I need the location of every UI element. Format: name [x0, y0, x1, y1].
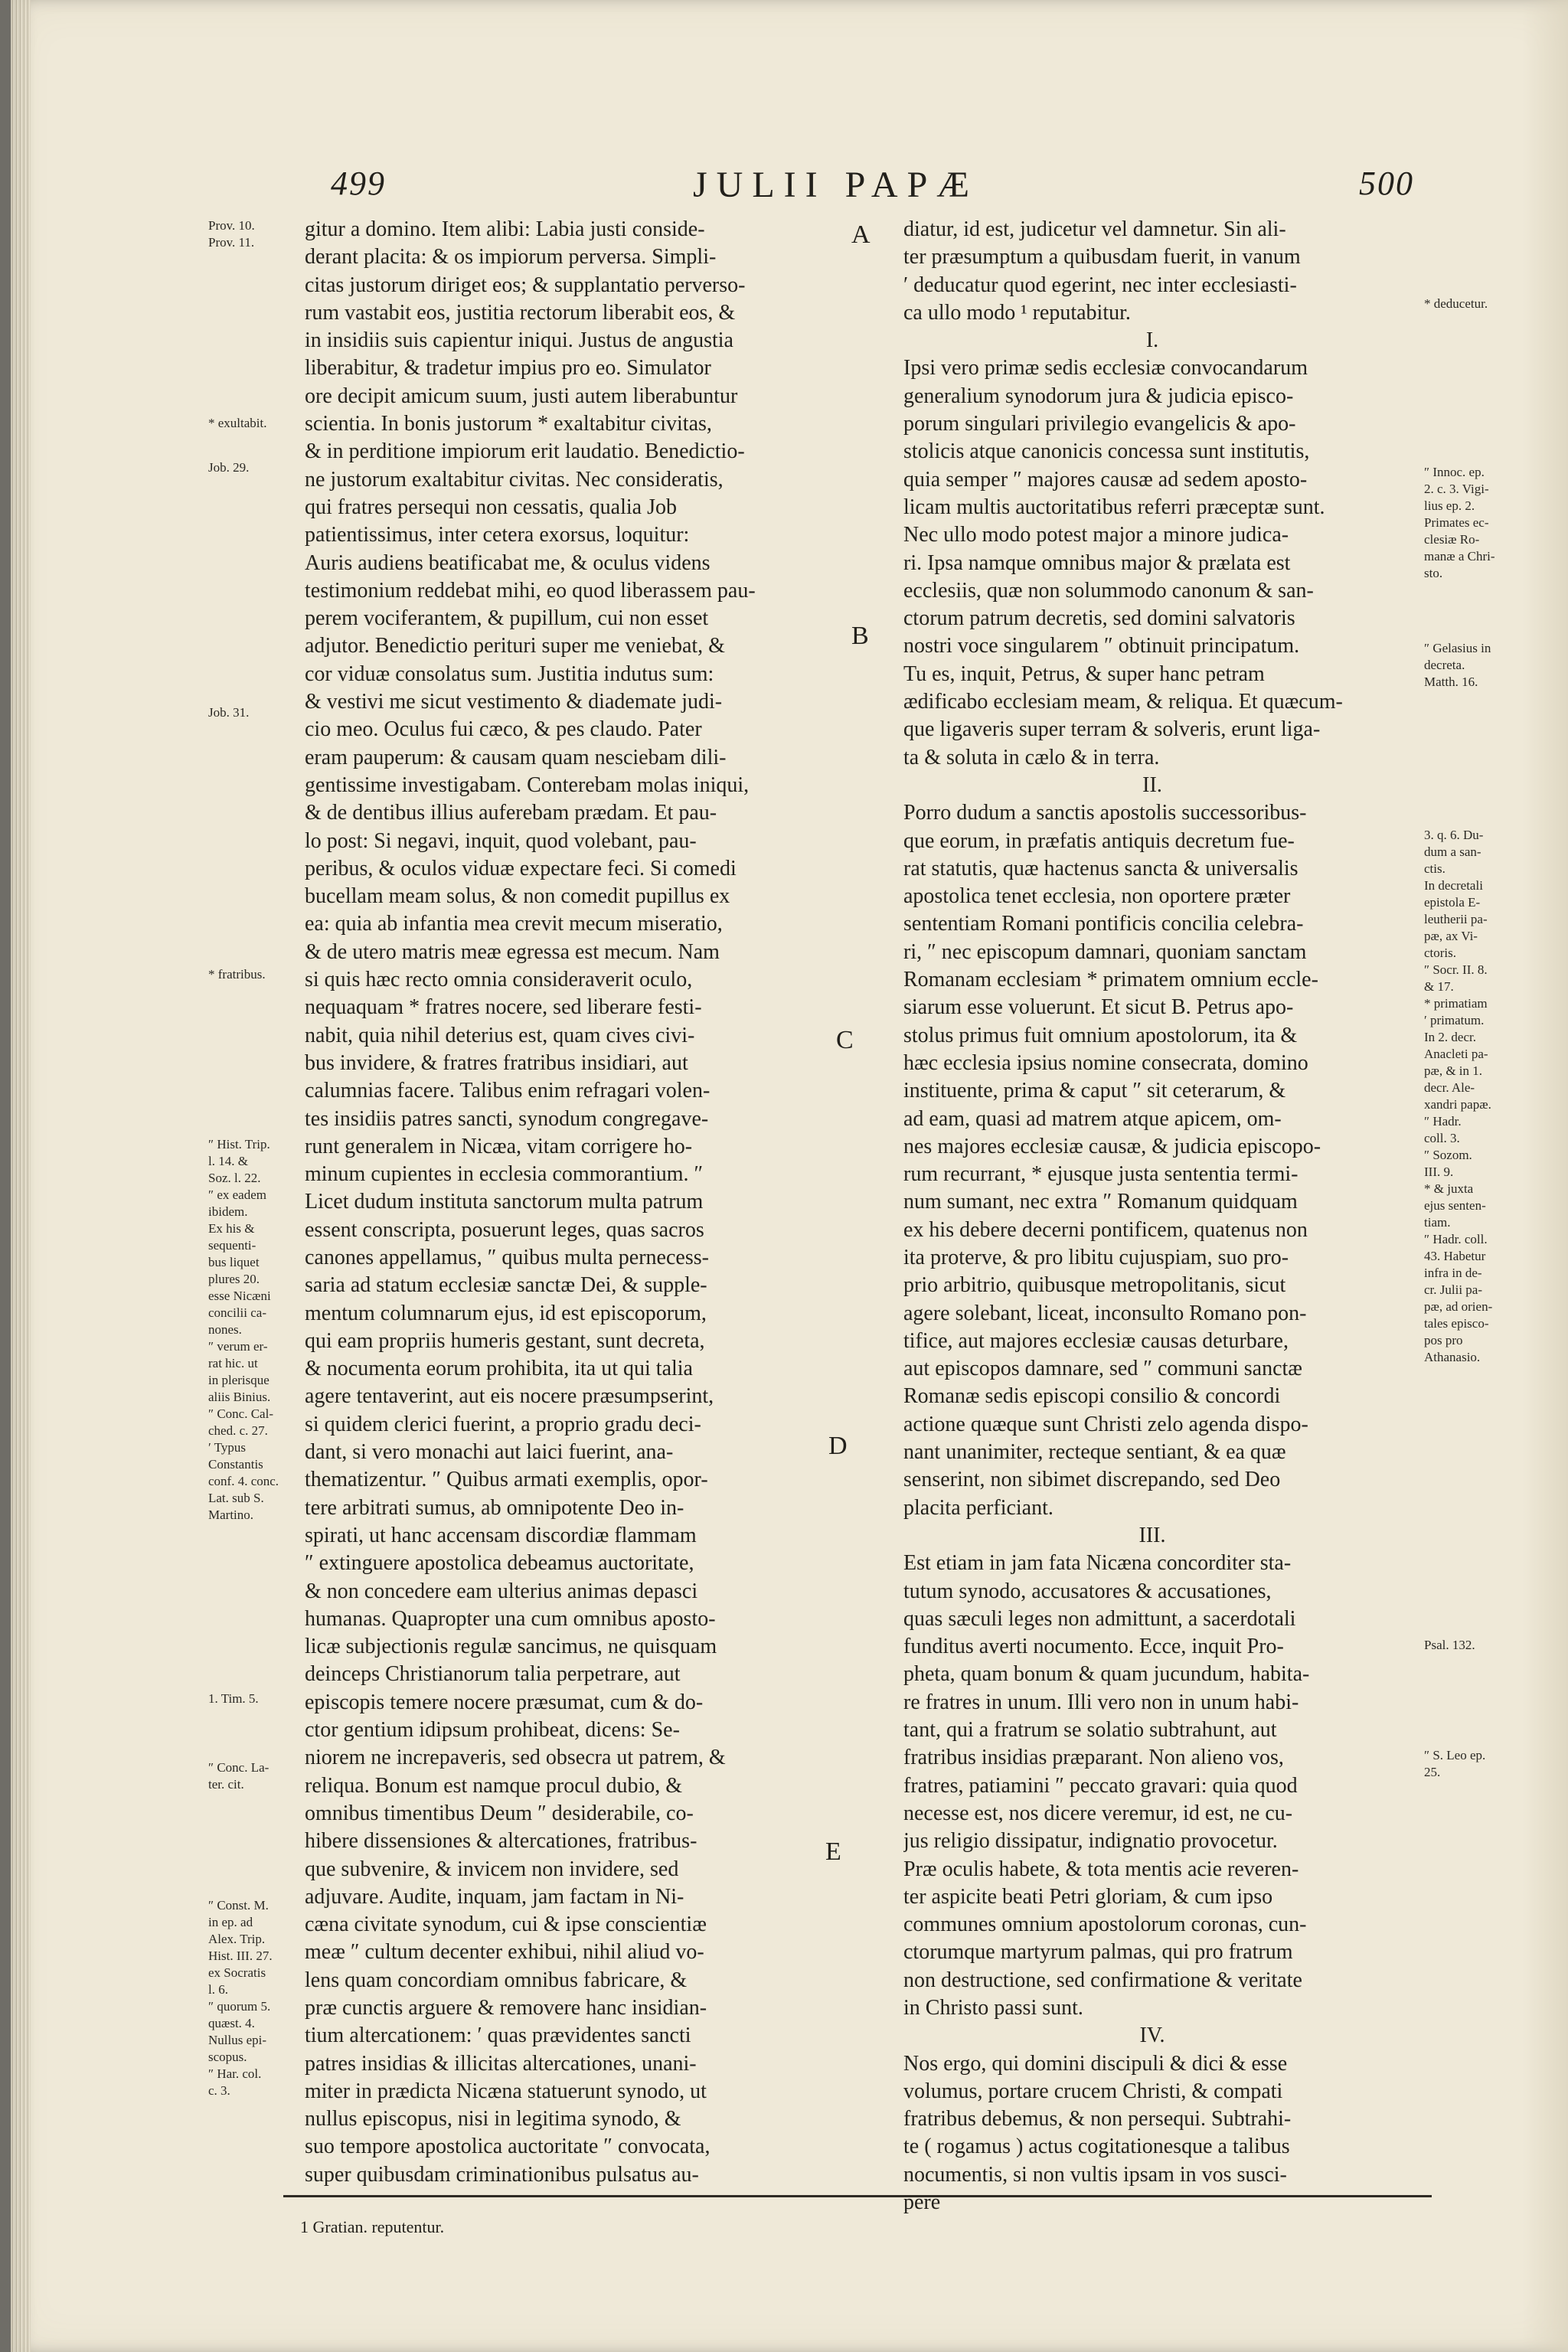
margin-note-line: clesiæ Ro- [1424, 532, 1480, 547]
text-line: nocumentis, si non vultis ipsam in vos susci- [903, 2162, 1287, 2187]
text-line: testimonium reddebat mihi, eo quod liberassem pau- [305, 578, 756, 603]
text-line: tere arbitrati sumus, ab omnipotente Deo in- [305, 1495, 684, 1520]
text-line: meæ ″ cultum decenter exhibui, nihil aliud vo- [305, 1940, 704, 1965]
margin-note-line: * fratribus. [208, 967, 266, 982]
text-line: stolicis atque canonicis concessa sunt institutis, [903, 439, 1310, 464]
margin-note-line: rat hic. ut [208, 1356, 258, 1370]
text-line: Nos ergo, qui domini discipuli & dici & esse [903, 2051, 1288, 2076]
margin-note-line: ″ Sozom. [1424, 1148, 1472, 1162]
text-line: senserint, non sibimet discrepando, sed Deo [903, 1468, 1281, 1492]
text-line: ctorum patrum decretis, sed domini salvatoris [903, 606, 1295, 631]
text-line: licæ subjectionis regulæ sancimus, ne quisquam [305, 1635, 717, 1659]
text-line: suo tempore apostolica auctoritate ″ convocata, [305, 2135, 710, 2159]
footnote: 1 Gratian. reputentur. [300, 2217, 445, 2236]
text-line: & de utero matris meæ egressa est mecum. Nam [305, 939, 720, 964]
text-line: omnibus timentibus Deum ″ desiderabile, co- [305, 1801, 694, 1825]
text-line: si quidem clerici fuerint, a proprio gradu deci- [305, 1412, 701, 1436]
text-line: adjutor. Benedictio perituri super me veniebat, & [305, 634, 725, 658]
text-line: & non concedere eam ulterius animas depasci [305, 1579, 698, 1603]
text-line: necesse est, nos dicere veremur, id est, ne cu- [903, 1801, 1293, 1825]
text-line: miter in prædicta Nicæna statuerunt synodo, ut [305, 2079, 707, 2103]
margin-note-line: pæ, ad orien- [1424, 1299, 1493, 1314]
text-line: quas sæculi leges non admittunt, a sacerdotali [903, 1606, 1296, 1631]
margin-note-line: * primatiam [1424, 996, 1488, 1011]
margin-note [208, 704, 249, 721]
margin-note-line: III. 9. [1424, 1165, 1454, 1179]
text-line: nabit, quia nihil deterius est, quam cives civi- [305, 1023, 695, 1047]
text-line: essent conscripta, posuerunt leges, quas sacros [305, 1217, 704, 1242]
margin-note-line: ″ S. Leo ep. [1424, 1748, 1486, 1762]
margin-note-line: Lat. sub S. [208, 1491, 264, 1505]
margin-note-line: Constantis [208, 1457, 263, 1472]
margin-note-line: decreta. [1424, 658, 1465, 672]
margin-note [208, 966, 266, 983]
text-line: volumus, portare crucem Christi, & compati [903, 2079, 1283, 2103]
margin-note-line: tiam. [1424, 1215, 1451, 1230]
margin-note-line: Primates ec- [1424, 515, 1489, 530]
text-line: ex his debere decerni pontificem, quatenus non [903, 1217, 1308, 1242]
text-line: que subvenire, & invicem non invidere, sed [305, 1857, 679, 1881]
margin-note-line: ″ Hadr. coll. [1424, 1232, 1488, 1246]
text-line: & nocumenta eorum prohibita, ita ut qui talia [305, 1357, 693, 1381]
margin-note-line: * exultabit. [208, 416, 267, 430]
margin-note-line: 25. [1424, 1765, 1441, 1779]
margin-note-line: ched. c. 27. [208, 1423, 268, 1438]
text-line: si quis hæc recto omnia consideraverit oculo, [305, 968, 693, 992]
text-line: rat statutis, quæ hactenus sancta & universalis [903, 856, 1298, 880]
text-line: qui eam propriis humeris gestant, sunt decreta, [305, 1328, 705, 1353]
margin-note-line: ″ Innoc. ep. [1424, 465, 1485, 479]
text-line: quia semper ″ majores causæ ad sedem aposto- [903, 467, 1308, 492]
footnote-rule [283, 2195, 1432, 2197]
margin-note-line: nones. [208, 1322, 242, 1337]
text-line: diatur, id est, judicetur vel damnetur. Sin ali- [903, 217, 1286, 241]
text-line: IV. [1139, 2024, 1165, 2048]
margin-note-line: infra in de- [1424, 1266, 1482, 1280]
margin-note [208, 415, 266, 432]
margin-note-line: plures 20. [208, 1272, 260, 1286]
text-line: fratribus insidias præparant. Non alieno vos, [903, 1746, 1284, 1770]
text-line: ita proterve, & pro libitu cujuspiam, suo pro- [903, 1245, 1289, 1269]
margin-note-line: conf. 4. conc. [208, 1474, 279, 1488]
text-line: II. [1142, 773, 1162, 797]
margin-note [1424, 827, 1492, 1366]
text-line: gitur a domino. Item alibi: Labia justi conside- [305, 217, 705, 241]
text-line: nequaquam * fratres nocere, sed liberare festi- [305, 995, 702, 1020]
margin-note-line: pæ, & in 1. [1424, 1063, 1483, 1078]
text-line: Ipsi vero primæ sedis ecclesiæ convocandarum [903, 356, 1308, 381]
text-line: ri. Ipsa namque omnibus major & prælata est [903, 550, 1291, 575]
right-text-column [903, 216, 1401, 2216]
left-text-column [305, 216, 810, 2189]
margin-note-line: in ep. ad [208, 1915, 253, 1929]
text-line: nostri voce singularem ″ obtinuit principatum. [903, 634, 1300, 658]
text-line: ad eam, quasi ad matrem atque apicem, om- [903, 1106, 1282, 1131]
text-line: in Christo passi sunt. [903, 1996, 1083, 2020]
text-line: te ( rogamus ) actus cogitationesque a talibus [903, 2135, 1290, 2159]
margin-note-line: In 2. decr. [1424, 1030, 1476, 1044]
margin-note-line: Hist. III. 27. [208, 1949, 273, 1963]
margin-note-line: epistola E- [1424, 895, 1481, 910]
margin-note-line: c. 3. [208, 2083, 230, 2098]
margin-note-line: Matth. 16. [1424, 675, 1478, 689]
text-line: agere solebant, liceat, inconsulto Romano pon- [903, 1301, 1307, 1325]
text-line: patientissimus, inter cetera exorsus, loquitur: [305, 523, 690, 547]
margin-note-line: ′ Typus [208, 1440, 246, 1455]
text-line: cæna civitate synodum, cui & ipse conscientiæ [305, 1913, 707, 1937]
margin-note-line: Job. 31. [208, 705, 250, 720]
text-line: ne justorum exaltabitur civitas. Nec consideratis, [305, 467, 724, 492]
text-line: spirati, ut hanc accensam discordiæ flammam [305, 1523, 697, 1547]
text-line: tutum synodo, accusatores & accusationes, [903, 1579, 1272, 1603]
text-line: ′ deducatur quod egerint, nec inter ecclesiasti- [903, 273, 1297, 297]
margin-note-line: quæst. 4. [208, 2016, 255, 2030]
text-line: stolus primus fuit omnium apostolorum, ita & [903, 1023, 1298, 1047]
margin-note-line: ″ Hadr. [1424, 1114, 1462, 1129]
text-line: tant, qui a fratrum se solatio subtrahunt, aut [903, 1718, 1277, 1743]
margin-note-line: ctoris. [1424, 946, 1457, 960]
text-line: nes majores ecclesiæ causæ, & judicia episcopo- [903, 1134, 1321, 1158]
text-line: & in perditione impiorum erit laudatio. Benedictio- [305, 439, 745, 464]
text-line: num sumant, nec extra ″ Romanum quidquam [903, 1190, 1298, 1214]
margin-note-line: pos pro [1424, 1333, 1463, 1348]
text-line: & de dentibus illius auferebam prædam. Et pau- [305, 801, 717, 825]
margin-note-line: 2. c. 3. Vigi- [1424, 482, 1489, 496]
margin-note [208, 459, 249, 476]
margin-note-line: ″ quorum 5. [208, 1999, 271, 2014]
text-line: non destructione, sed confirmatione & veritate [903, 1968, 1302, 1992]
margin-note-line: ex Socratis [208, 1965, 266, 1980]
margin-note [1424, 1747, 1485, 1781]
margin-note-line: * & juxta [1424, 1181, 1474, 1196]
margin-note-line: cr. Julii pa- [1424, 1282, 1483, 1297]
text-line: communes omnium apostolorum coronas, cun- [903, 1913, 1307, 1937]
margin-note-line: l. 14. & [208, 1154, 248, 1168]
text-line: dant, si vero monachi aut laici fuerint, ana- [305, 1440, 674, 1465]
text-line: placita perficiant. [903, 1495, 1054, 1520]
margin-note-line: ″ Har. col. [208, 2066, 262, 2081]
text-line: lens quam concordiam omnibus fabricare, & [305, 1968, 688, 1992]
text-line: pheta, quam bonum & quam jucundum, habita- [903, 1662, 1310, 1687]
text-line: aut episcopos damnare, sed ″ communi sanctæ [903, 1357, 1302, 1381]
margin-note-line: dum a san- [1424, 844, 1481, 859]
margin-note [1424, 464, 1495, 582]
text-line: Auris audiens beatificabat me, & oculus videns [305, 550, 710, 575]
text-line: tifice, aut majores ecclesiæ causas deturbare, [903, 1328, 1289, 1353]
margin-note [208, 217, 255, 251]
text-line: lo post: Si negavi, inquit, quod volebant, pau- [305, 828, 697, 853]
margin-note-line: lius ep. 2. [1424, 498, 1475, 513]
text-line: cor viduæ consolatus sum. Justitia indutus sum: [305, 662, 714, 686]
margin-note-line: 43. Habetur [1424, 1249, 1486, 1263]
text-line: runt generalem in Nicæa, vitam corrigere ho- [305, 1134, 693, 1158]
margin-note-line: Soz. l. 22. [208, 1171, 261, 1185]
margin-note-line: ″ ex eadem [208, 1187, 266, 1202]
text-line: Est etiam in jam fata Nicæna concorditer sta- [903, 1551, 1292, 1576]
text-line: ″ extinguere apostolica debeamus auctoritate, [305, 1551, 694, 1576]
text-line: prio arbitrio, quibusque metropolitanis, sicut [903, 1273, 1286, 1298]
text-line: adjuvare. Audite, inquam, jam factam in Ni- [305, 1884, 684, 1909]
text-line: actione quæque sunt Christi zelo agenda dispo- [903, 1412, 1308, 1436]
text-line: nant unanimiter, recteque sentiant, & ea quæ [903, 1440, 1286, 1465]
margin-note-line: manæ a Chri- [1424, 549, 1495, 564]
text-line: Tu es, inquit, Petrus, & super hanc petram [903, 662, 1265, 686]
text-line: fratres, patiamini ″ peccato gravari: quia quod [903, 1773, 1298, 1798]
page-number-left: 499 [331, 165, 386, 202]
text-line: re fratres in unum. Illi vero non in unum habi- [903, 1690, 1299, 1714]
text-line: thematizentur. ″ Quibus armati exemplis, opor- [305, 1468, 708, 1492]
section-letter-d: D [828, 1432, 848, 1460]
text-line: que ligaveris super terram & solveris, erunt liga- [903, 717, 1321, 742]
margin-note-line: Anacleti pa- [1424, 1047, 1488, 1061]
text-line: ter præsumptum a quibusdam fuerit, in vanum [903, 245, 1301, 270]
margin-note-line: sequenti- [208, 1238, 256, 1253]
margin-note [1424, 1637, 1475, 1654]
text-line: generalium synodorum jura & judicia episco- [903, 384, 1294, 408]
text-line: patres insidias & illicitas altercationes, unani- [305, 2051, 697, 2076]
margin-note-line: esse Nicæni [208, 1289, 271, 1303]
margin-note-line: 3. q. 6. Du- [1424, 828, 1484, 842]
margin-note-line: Athanasio. [1424, 1350, 1481, 1364]
text-line: tium altercationem: ′ quas prævidentes sancti [305, 2024, 691, 2048]
margin-note-line: 1. Tim. 5. [208, 1691, 259, 1706]
text-line: saria ad statum ecclesiæ sanctæ Dei, & supple- [305, 1273, 707, 1298]
text-line: instituente, prima & caput ″ sit ceterarum, & [903, 1079, 1286, 1103]
margin-note-line: in plerisque [208, 1373, 270, 1387]
text-line: hibere dissensiones & altercationes, fratribus- [305, 1829, 697, 1854]
text-line: super quibusdam criminationibus pulsatus au- [305, 2162, 699, 2187]
margin-note-line: ′ primatum. [1424, 1013, 1485, 1027]
margin-note-line: Job. 29. [208, 460, 250, 475]
margin-note-line: sto. [1424, 566, 1443, 580]
text-line: canones appellamus, ″ quibus multa pernecess- [305, 1245, 709, 1269]
text-line: bus invidere, & fratres fratribus insidiari, aut [305, 1050, 688, 1075]
text-line: ecclesiis, quæ non solummodo canonum & san- [903, 578, 1314, 603]
margin-note [1424, 296, 1488, 312]
text-line: licam multis auctoritatibus referri præceptæ sunt. [903, 495, 1325, 519]
margin-note-line: ibidem. [208, 1204, 248, 1219]
margin-note-line: Psal. 132. [1424, 1638, 1475, 1652]
margin-note-line: ″ Socr. II. 8. [1424, 962, 1488, 977]
running-title: JULII PAPÆ [693, 165, 978, 205]
text-line: rum recurrant, * ejusque justa sententia termi- [903, 1162, 1298, 1187]
text-line: III. [1138, 1523, 1166, 1547]
text-line: Porro dudum a sanctis apostolis successoribus- [903, 801, 1307, 825]
margin-note [208, 1897, 273, 2099]
margin-note-line: * deducetur. [1424, 296, 1488, 311]
text-line: siarum esse voluerunt. Et sicut B. Petrus apo- [903, 995, 1294, 1020]
text-line: & vestivi me sicut vestimento & diademate judi- [305, 690, 723, 714]
text-line: Præ oculis habete, & tota mentis acie reveren- [903, 1857, 1299, 1881]
text-line: ædificabo ecclesiam meam, & reliqua. Et quæcum- [903, 690, 1343, 714]
text-line: ore decipit amicum suum, justi autem liberabuntur [305, 384, 738, 408]
text-line: præ cunctis arguere & removere hanc insidian- [305, 1996, 707, 2020]
text-line: scientia. In bonis justorum * exaltabitur civitas, [305, 412, 712, 436]
text-line: gentissime investigabam. Conterebam molas iniqui, [305, 773, 750, 797]
margin-note-line: coll. 3. [1424, 1131, 1460, 1145]
text-line: ctorumque martyrum palmas, qui pro fratrum [903, 1940, 1293, 1965]
margin-note-line: ″ Gelasius in [1424, 641, 1491, 655]
text-line: Nec ullo modo potest major a minore judica- [903, 523, 1289, 547]
text-line: nullus episcopus, nisi in legitima synodo, & [305, 2107, 681, 2132]
text-line: humanas. Quapropter una cum omnibus aposto- [305, 1606, 716, 1631]
text-line: in insidiis suis capientur iniqui. Justus de angustia [305, 328, 733, 353]
margin-note-line: Prov. 10. [208, 218, 255, 233]
margin-note-line: ″ Const. M. [208, 1898, 269, 1913]
text-line: citas justorum diriget eos; & supplantatio perverso- [305, 273, 746, 297]
margin-note-line: decr. Ale- [1424, 1080, 1475, 1095]
text-line: agere tentaverint, aut eis nocere præsumpserint, [305, 1384, 714, 1409]
section-letter-e: E [825, 1838, 841, 1866]
text-line: porum singulari privilegio evangelicis & apo- [903, 412, 1296, 436]
section-letter-b: B [851, 622, 869, 650]
text-line: liberabitur, & tradetur impius pro eo. Simulator [305, 356, 711, 381]
text-line: bucellam meam solus, & non comedit pupillus ex [305, 884, 730, 909]
text-line: ri, ″ nec episcopum damnari, quoniam sanctam [903, 939, 1307, 964]
margin-note-line: ″ Conc. La- [208, 1760, 270, 1775]
margin-note-line: bus liquet [208, 1255, 260, 1269]
margin-note [208, 1136, 279, 1524]
text-line: ca ullo modo ¹ reputabitur. [903, 300, 1131, 325]
margin-note-line: l. 6. [208, 1982, 228, 1997]
text-line: minum cupientes in ecclesia commorantium. ″ [305, 1162, 704, 1187]
margin-note-line: Martino. [208, 1508, 254, 1522]
text-line: ctor gentium idipsum prohibeat, dicens: Se- [305, 1718, 680, 1743]
text-line: derant placita: & os impiorum perversa. Simpli- [305, 245, 717, 270]
margin-note-line: xandri papæ. [1424, 1097, 1491, 1112]
text-line: ter aspicite beati Petri gloriam, & cum ipso [903, 1884, 1273, 1909]
text-line: que eorum, in præfatis antiquis decretum fue- [903, 828, 1295, 853]
text-line: ea: quia ab infantia mea crevit mecum miseratio, [305, 912, 723, 936]
text-line: pere [903, 2190, 941, 2215]
margin-note-line: concilii ca- [208, 1305, 266, 1320]
margin-note [208, 1759, 269, 1793]
page-edge-shadow [1522, 0, 1568, 2352]
margin-note-line: & 17. [1424, 979, 1454, 994]
text-line: niorem ne increpaveris, sed obsecra ut patrem, & [305, 1746, 726, 1770]
text-line: eram pauperum: & causam quam nesciebam dili- [305, 745, 727, 769]
section-letter-a: A [851, 220, 871, 249]
text-line: jus religio dissipatur, indignatio provocetur. [903, 1829, 1278, 1854]
margin-note-line: ″ Conc. Cal- [208, 1406, 273, 1421]
text-line: hæc ecclesia ipsius nomine consecrata, domino [903, 1050, 1308, 1075]
text-line: apostolica tenet ecclesia, non oportere præter [903, 884, 1291, 909]
text-line: sententiam Romani pontificis concilia celebra- [903, 912, 1304, 936]
text-line: Licet dudum instituta sanctorum multa patrum [305, 1190, 704, 1214]
margin-note-line: pæ, ax Vi- [1424, 929, 1478, 943]
margin-note-line: ″ Hist. Trip. [208, 1137, 270, 1152]
margin-note-line: Prov. 11. [208, 235, 255, 250]
text-line: calumnias facere. Talibus enim refragari volen- [305, 1079, 710, 1103]
margin-note-line: aliis Binius. [208, 1390, 271, 1404]
text-line: peribus, & oculos viduæ expectare feci. Si comedi [305, 856, 737, 880]
margin-note-line: Nullus epi- [208, 2033, 267, 2047]
text-line: reliqua. Bonum est namque procul dubio, & [305, 1773, 683, 1798]
margin-note [1424, 640, 1491, 691]
text-line: rum vastabit eos, justitia rectorum liberabit eos, & [305, 300, 736, 325]
text-line: I. [1145, 328, 1159, 353]
margin-note-line: Alex. Trip. [208, 1932, 266, 1946]
text-line: perem vociferantem, & pupillum, cui non esset [305, 606, 709, 631]
text-line: tes insidiis patres sancti, synodum congregave- [305, 1106, 709, 1131]
margin-note-line: ″ verum er- [208, 1339, 268, 1354]
margin-note-line: leutherii pa- [1424, 912, 1488, 926]
margin-note-line: Ex his & [208, 1221, 255, 1236]
text-line: mentum columnarum ejus, id est episcoporum, [305, 1301, 707, 1325]
margin-note-line: ter. cit. [208, 1777, 244, 1792]
page-number-right: 500 [1359, 165, 1414, 202]
text-line: Romanæ sedis episcopi consilio & concordi [903, 1384, 1281, 1409]
text-line: qui fratres persequi non cessatis, qualia Job [305, 495, 677, 519]
text-line: funditus averti nocumento. Ecce, inquit Pro- [903, 1635, 1284, 1659]
text-line: Romanam ecclesiam * primatem omnium eccle- [903, 968, 1318, 992]
text-line: episcopis temere nocere præsumat, cum & do- [305, 1690, 704, 1714]
margin-note-line: In decretali [1424, 878, 1483, 893]
margin-note-line: ejus senten- [1424, 1198, 1486, 1213]
text-line: deinceps Christianorum talia perpetrare, aut [305, 1662, 681, 1687]
margin-note [208, 1690, 259, 1707]
margin-note-line: ctis. [1424, 861, 1446, 876]
margin-note-line: tales episco- [1424, 1316, 1489, 1331]
text-line: ta & soluta in cælo & in terra. [903, 745, 1160, 769]
page-gutter [11, 0, 31, 2352]
section-letter-c: C [836, 1026, 854, 1054]
text-line: cio meo. Oculus fui cæco, & pes claudo. Pater [305, 717, 702, 742]
margin-note-line: scopus. [208, 2050, 247, 2064]
text-line: fratribus debemus, & non persequi. Subtrahi- [903, 2107, 1292, 2132]
